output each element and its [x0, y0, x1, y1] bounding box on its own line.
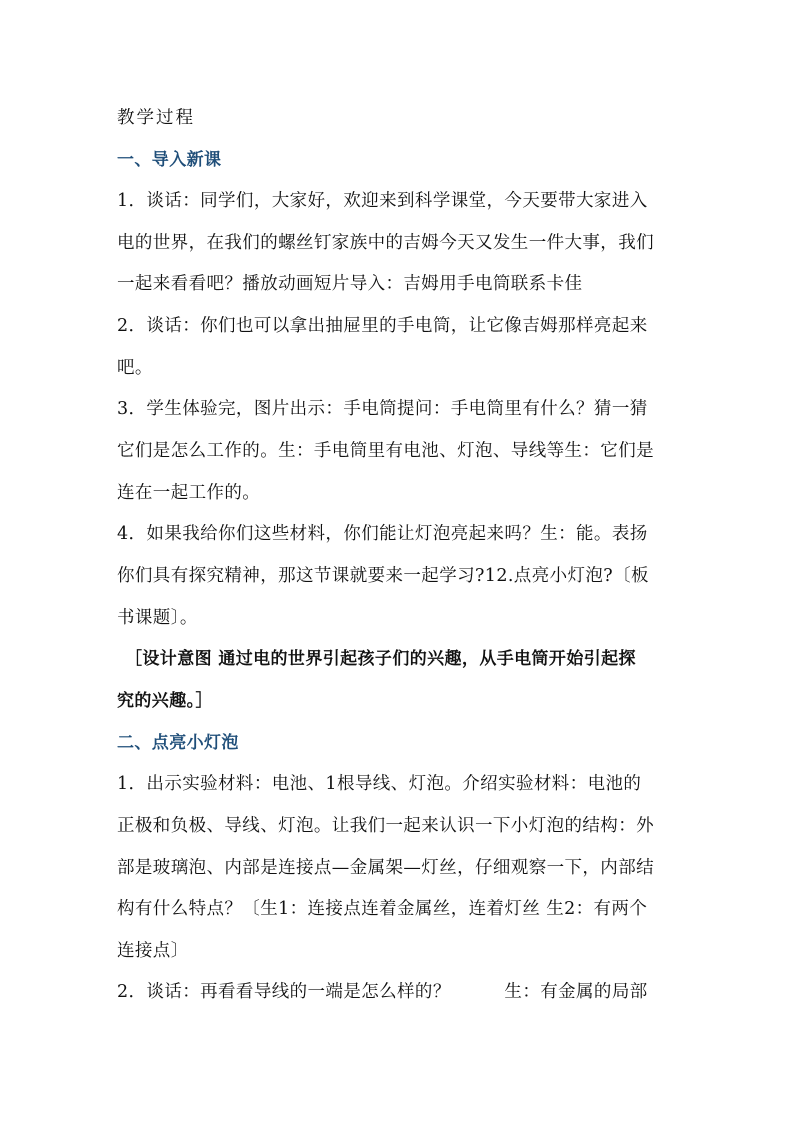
paragraph-line: 电的世界，在我们的螺丝钉家族中的吉姆今天又发生一件大事，我们	[117, 233, 654, 253]
paragraph-line: 4．如果我给你们这些材料，你们能让灯泡亮起来吗？生：能。表扬	[117, 524, 648, 544]
paragraph-line: 3．学生体验完，图片出示：手电筒提问：手电筒里有什么？猜一猜	[117, 399, 648, 419]
design-intent-note: ［设计意图 通过电的世界引起孩子们的兴趣，从手电筒开始引起探	[125, 649, 636, 669]
paragraph-line: 1．谈话：同学们，大家好，欢迎来到科学课堂，今天要带大家进入	[117, 191, 648, 211]
paragraph-line: 吧。	[117, 358, 153, 378]
paragraph-line: 连接点〕	[117, 941, 189, 961]
paragraph-line: 连在一起工作的。	[117, 483, 261, 503]
section-heading-2: 二、点亮小灯泡	[117, 733, 239, 753]
paragraph-line: 1．出示实验材料：电池、1根导线、灯泡。介绍实验材料：电池的	[117, 774, 642, 794]
paragraph-line: 你们具有探究精神，那这节课就要来一起学习?12.点亮小灯泡?〔板	[117, 566, 649, 586]
paragraph-line: 部是玻璃泡、内部是连接点—金属架—灯丝，仔细观察一下，内部结	[117, 858, 654, 878]
paragraph-line: 2．谈话：再看看导线的一端是怎么样的？ 生：有金属的局部	[117, 982, 648, 1002]
document-title: 教学过程	[117, 108, 195, 128]
paragraph-line: 构有什么特点？〔生1：连接点连着金属丝，连着灯丝 生2：有两个	[117, 899, 648, 919]
section-heading-1: 一、导入新课	[117, 150, 222, 170]
paragraph-line: 一起来看看吧？播放动画短片导入：吉姆用手电筒联系卡佳	[117, 274, 583, 294]
paragraph-line: 正极和负极、导线、灯泡。让我们一起来认识一下小灯泡的结构：外	[117, 816, 654, 836]
paragraph-line: 2．谈话：你们也可以拿出抽屉里的手电筒，让它像吉姆那样亮起来	[117, 316, 648, 336]
design-intent-note: 究的兴趣。］	[117, 691, 213, 711]
paragraph-line: 它们是怎么工作的。生：手电筒里有电池、灯泡、导线等生：它们是	[117, 441, 654, 461]
paragraph-line: 书课题〕。	[117, 608, 198, 628]
